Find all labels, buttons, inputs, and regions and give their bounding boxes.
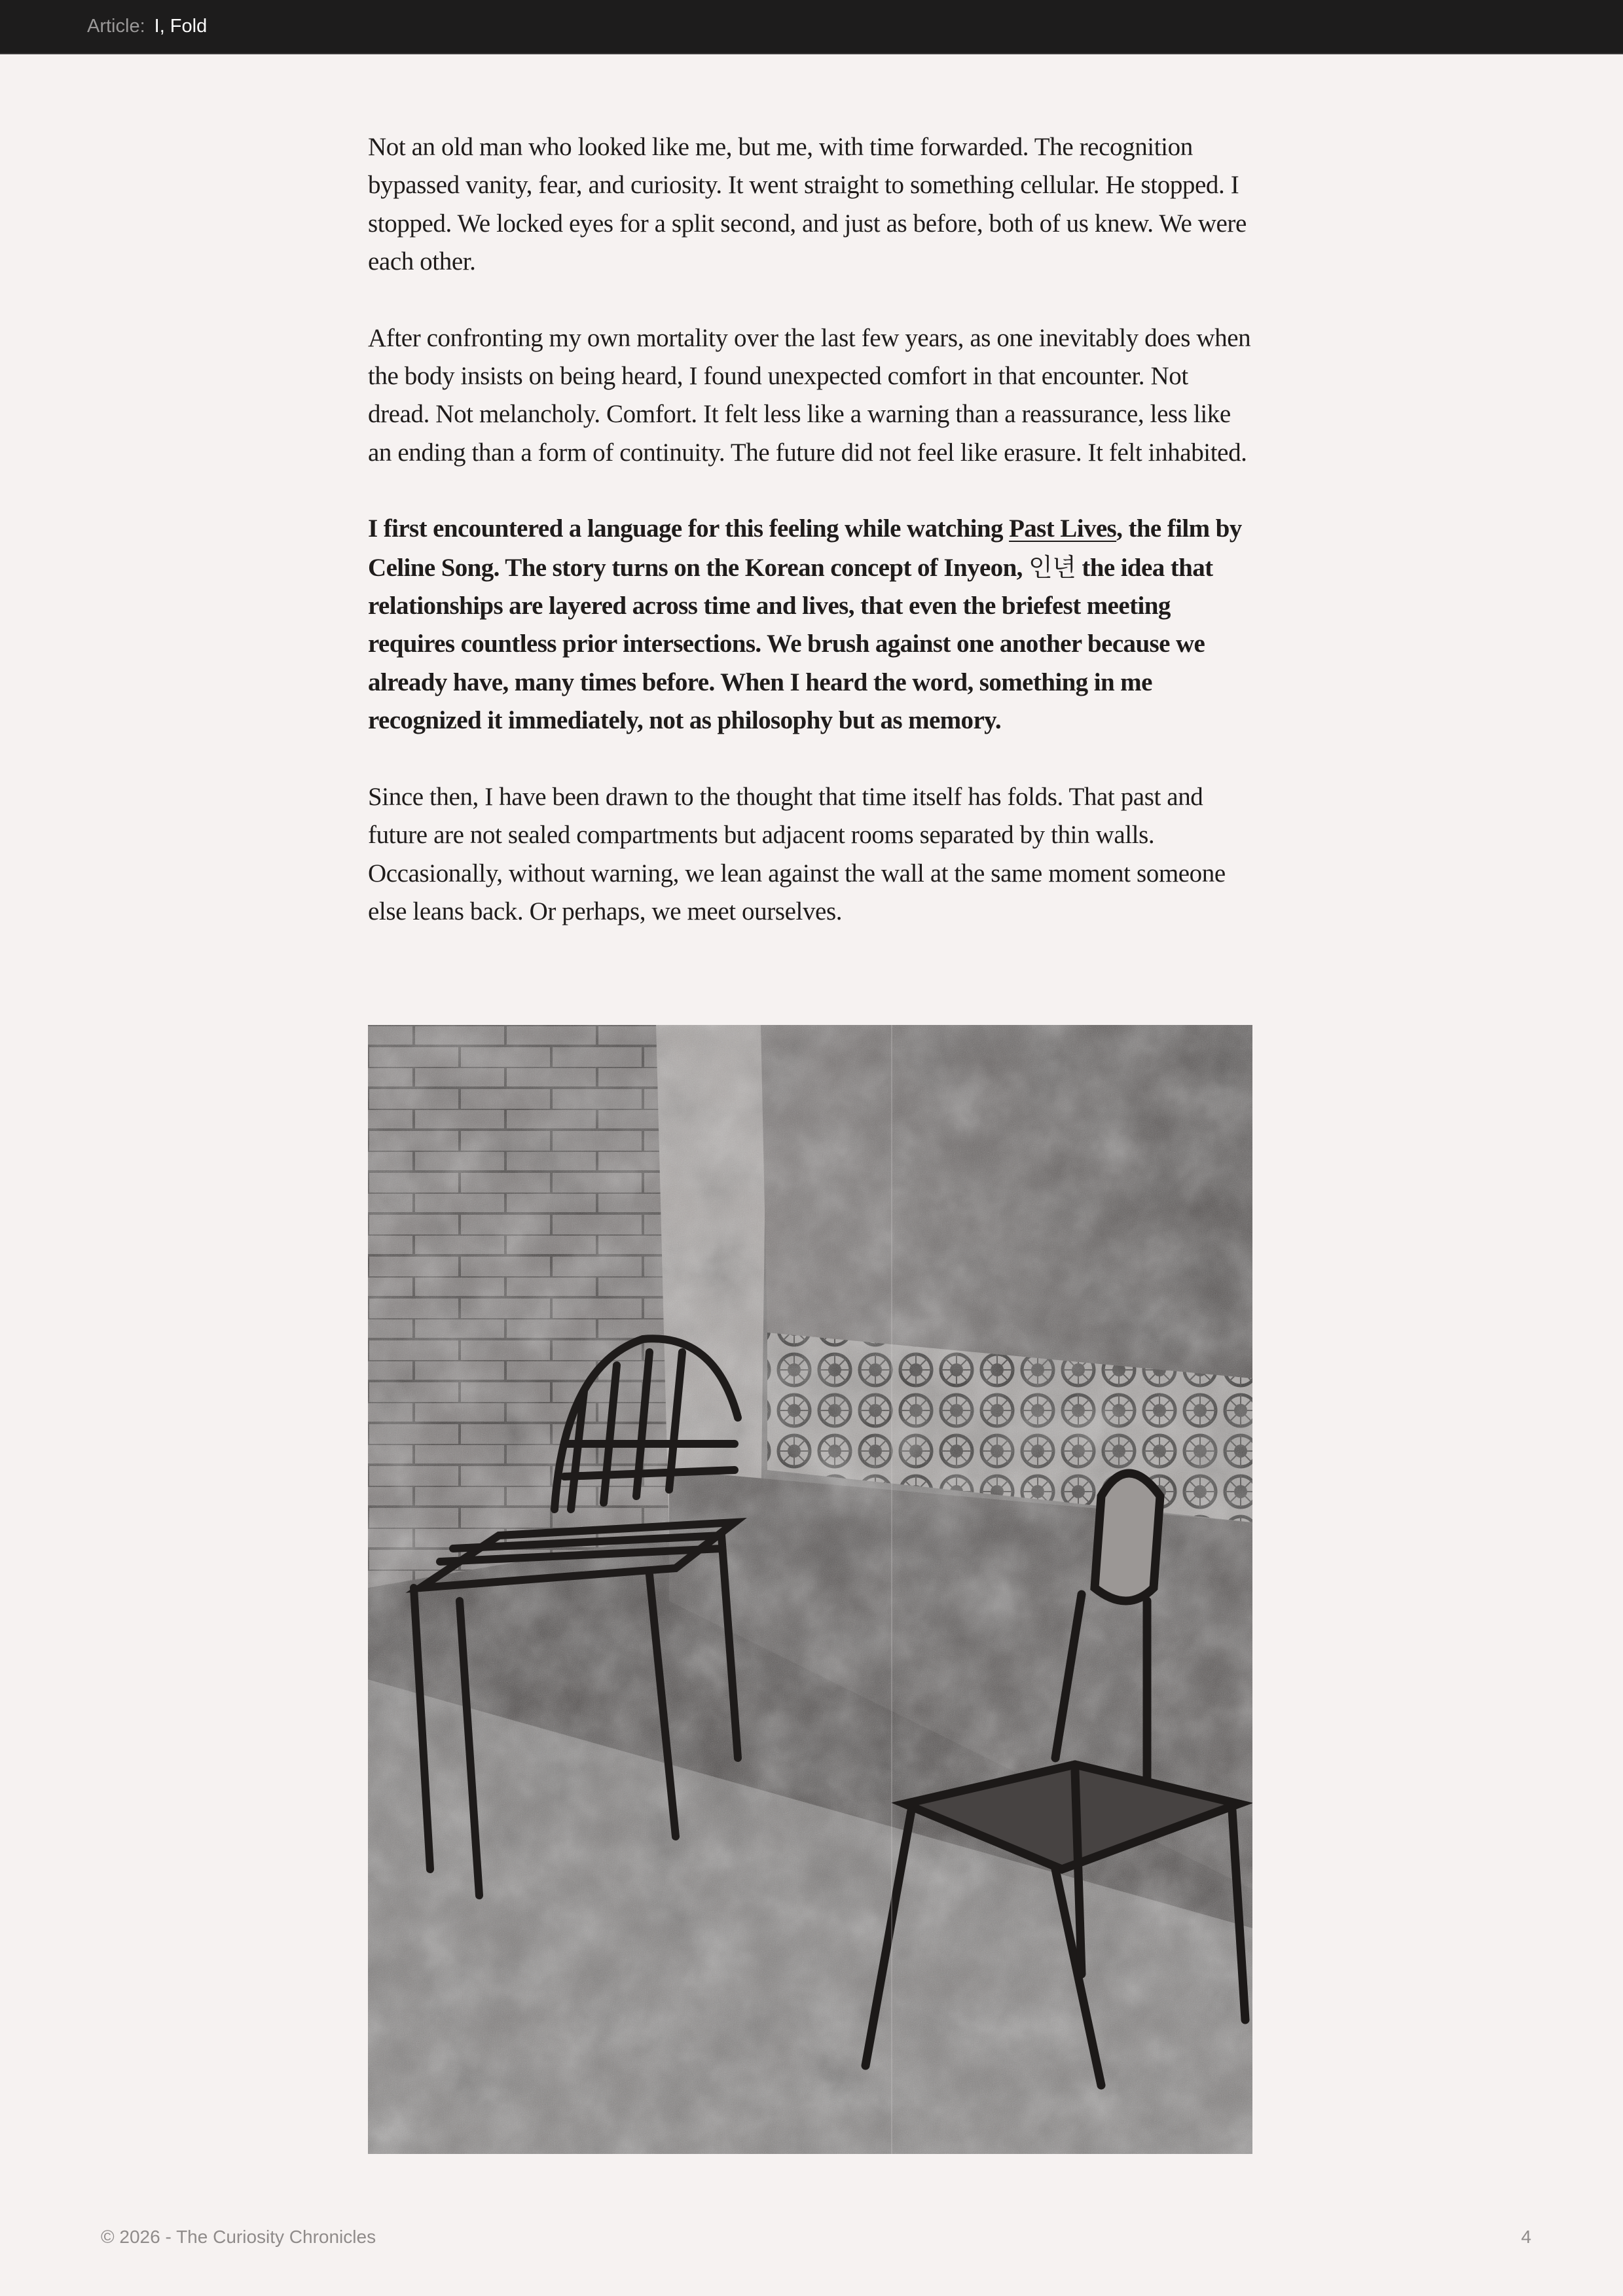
article-photo-two-chairs: [368, 1025, 1252, 2154]
paragraph-recognition: Not an old man who looked like me, but me, with time forwarded. The recognition bypassed vanity, fear, and curiosity. It went straight to something cellular. He stopped. I stopped. We locked eyes for a split second, and just as before, both of us knew. We were each other.: [368, 133, 1247, 276]
page-footer: [101, 2227, 1531, 2248]
inyeon-text-middle: , the film by Celine Song. The story turns on the Korean concept of Inyeon,: [368, 514, 1242, 582]
inyeon-text-start: I first encountered a language for this feeling while watching: [368, 514, 1010, 543]
past-lives-link[interactable]: Past Lives: [1009, 514, 1117, 543]
article-body: [368, 128, 1253, 969]
paragraph-inyeon: [368, 510, 1253, 740]
article-header-bar: [0, 0, 1623, 54]
footer-copyright: © 2026 - The Curiosity Chronicles: [101, 2227, 376, 2247]
chairs-photo-illustration: [368, 1025, 1252, 2154]
korean-term: 인년: [1028, 552, 1076, 582]
article-title: I, Fold: [154, 16, 208, 37]
inyeon-text-end: the idea that relationships are layered across time and lives, that even the briefest meeting requires countless prior intersections. We brush against one another because we already have, many times before. When I heard the word, something in me recognized it immediately, not as philosophy but as memory.: [368, 553, 1213, 735]
paragraph-folds: Since then, I have been drawn to the thought that time itself has folds. That past and future are not sealed compartments but adjacent rooms separated by thin walls. Occasionally, without warning, we lean against the wall at the same moment someone else leans back. Or perhaps, we meet ourselves.: [368, 782, 1226, 925]
article-label: Article:: [87, 16, 145, 37]
page-number: 4: [1521, 2227, 1531, 2247]
paragraph-mortality: After confronting my own mortality over the last few years, as one inevitably does when the body insists on being heard, I found unexpected comfort in that encounter. Not dread. Not melancholy. Comfort. It felt less like a warning than a reassurance, less like an ending than a form of continuity. The future did not feel like erasure. It felt inhabited.: [368, 323, 1251, 467]
